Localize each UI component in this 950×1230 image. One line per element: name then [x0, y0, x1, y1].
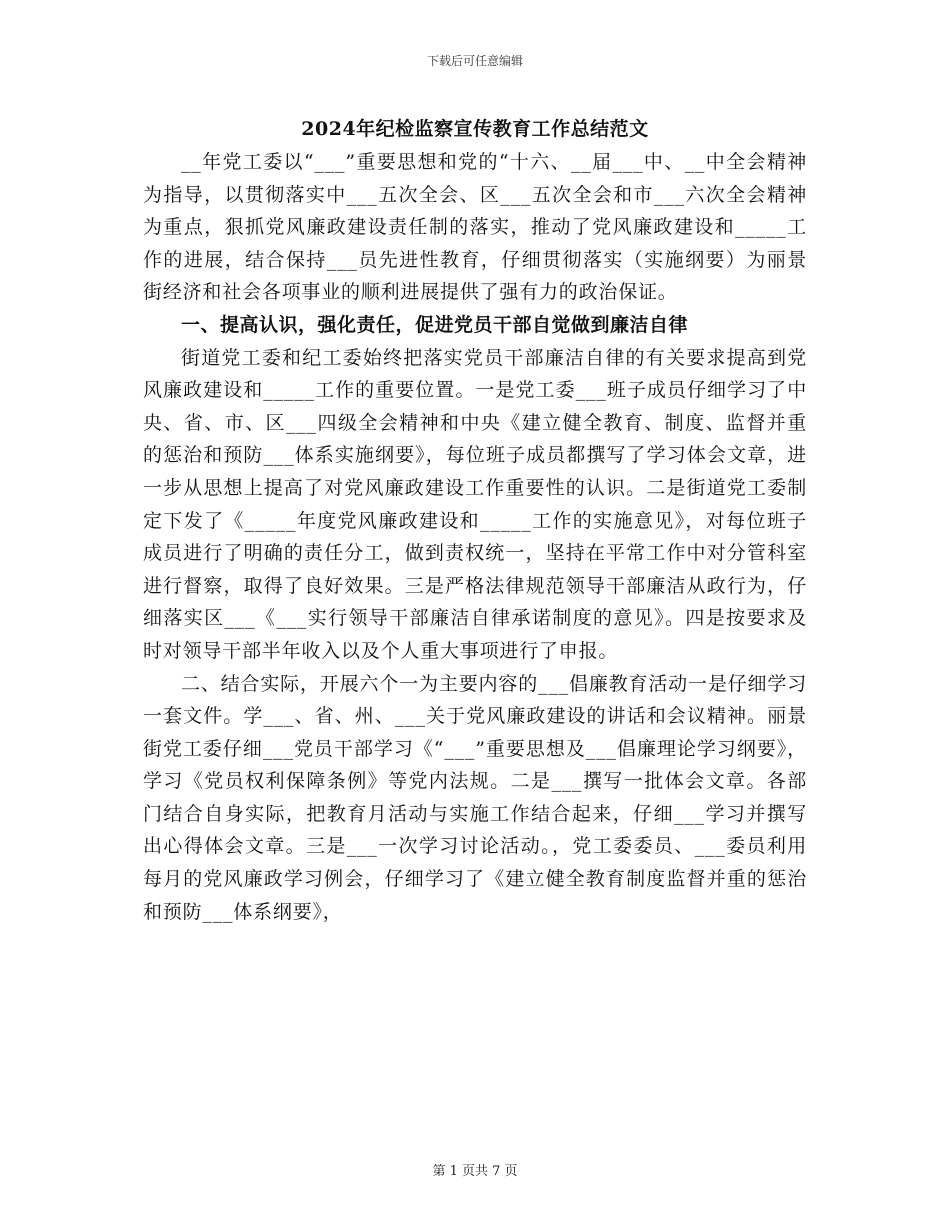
document-body: [143, 146, 807, 928]
page-number: 第 1 页共 7 页: [432, 1164, 518, 1179]
paragraph-intro: __年党工委以“___”重要思想和党的“十六、__届___中、__中全会精神为指导，以贯彻落实中___五次全会、区___五次全会和市___六次全会精神为重点，狠抓党风廉政建设责任制的落实，推动了党风廉政建设和_____工作的进展，结合保持___员先进性教育，仔细贯彻落实（实施纲要）为丽景街经济和社会各项事业的顺利进展提供了强有力的政治保证。: [143, 151, 807, 304]
section-heading-1: 一、提高认识，强化责任，促进党员干部自觉做到廉洁自律: [181, 313, 689, 336]
paragraph-section-1: 街道党工委和纪工委始终把落实党员干部廉洁自律的有关要求提高到党风廉政建设和_____工作的重要位置。一是党工委___班子成员仔细学习了中央、省、市、区___四级全会精神和中央《建立健全教育、制度、监督并重的惩治和预防___体系实施纲要》，每位班子成员都撰写了学习体会文章，进一步从思想上提高了对党风廉政建设工作重要性的认识。二是街道党工委制定下发了《_____年度党风廉政建设和_____工作的实施意见》，对每位班子成员进行了明确的责任分工，做到责权统一，坚持在平常工作中对分管科室进行督察，取得了良好效果。三是严格法律规范领导干部廉洁从政行为，仔细落实区___《___实行领导干部廉洁自律承诺制度的意见》。四是按要求及时对领导干部半年收入以及个人重大事项进行了申报。: [143, 346, 807, 662]
paragraph-section-2: 二、结合实际，开展六个一为主要内容的___倡廉教育活动一是仔细学习一套文件。学___、省、州、___关于党风廉政建设的讲话和会议精神。丽景街党工委仔细___党员干部学习《“___”重要思想及___倡廉理论学习纲要》，学习《党员权利保障条例》等党内法规。二是___撰写一批体会文章。各部门结合自身实际，把教育月活动与实施工作结合起来，仔细___学习并撰写出心得体会文章。三是___一次学习讨论活动。，党工委委员、___委员利用每月的党风廉政学习例会，仔细学习了《建立健全教育制度监督并重的惩治和预防___体系纲要》，: [143, 672, 807, 923]
document-title: 2024年纪检监察宣传教育工作总结范文: [301, 118, 649, 140]
header-note: 下载后可任意编辑: [426, 54, 523, 68]
